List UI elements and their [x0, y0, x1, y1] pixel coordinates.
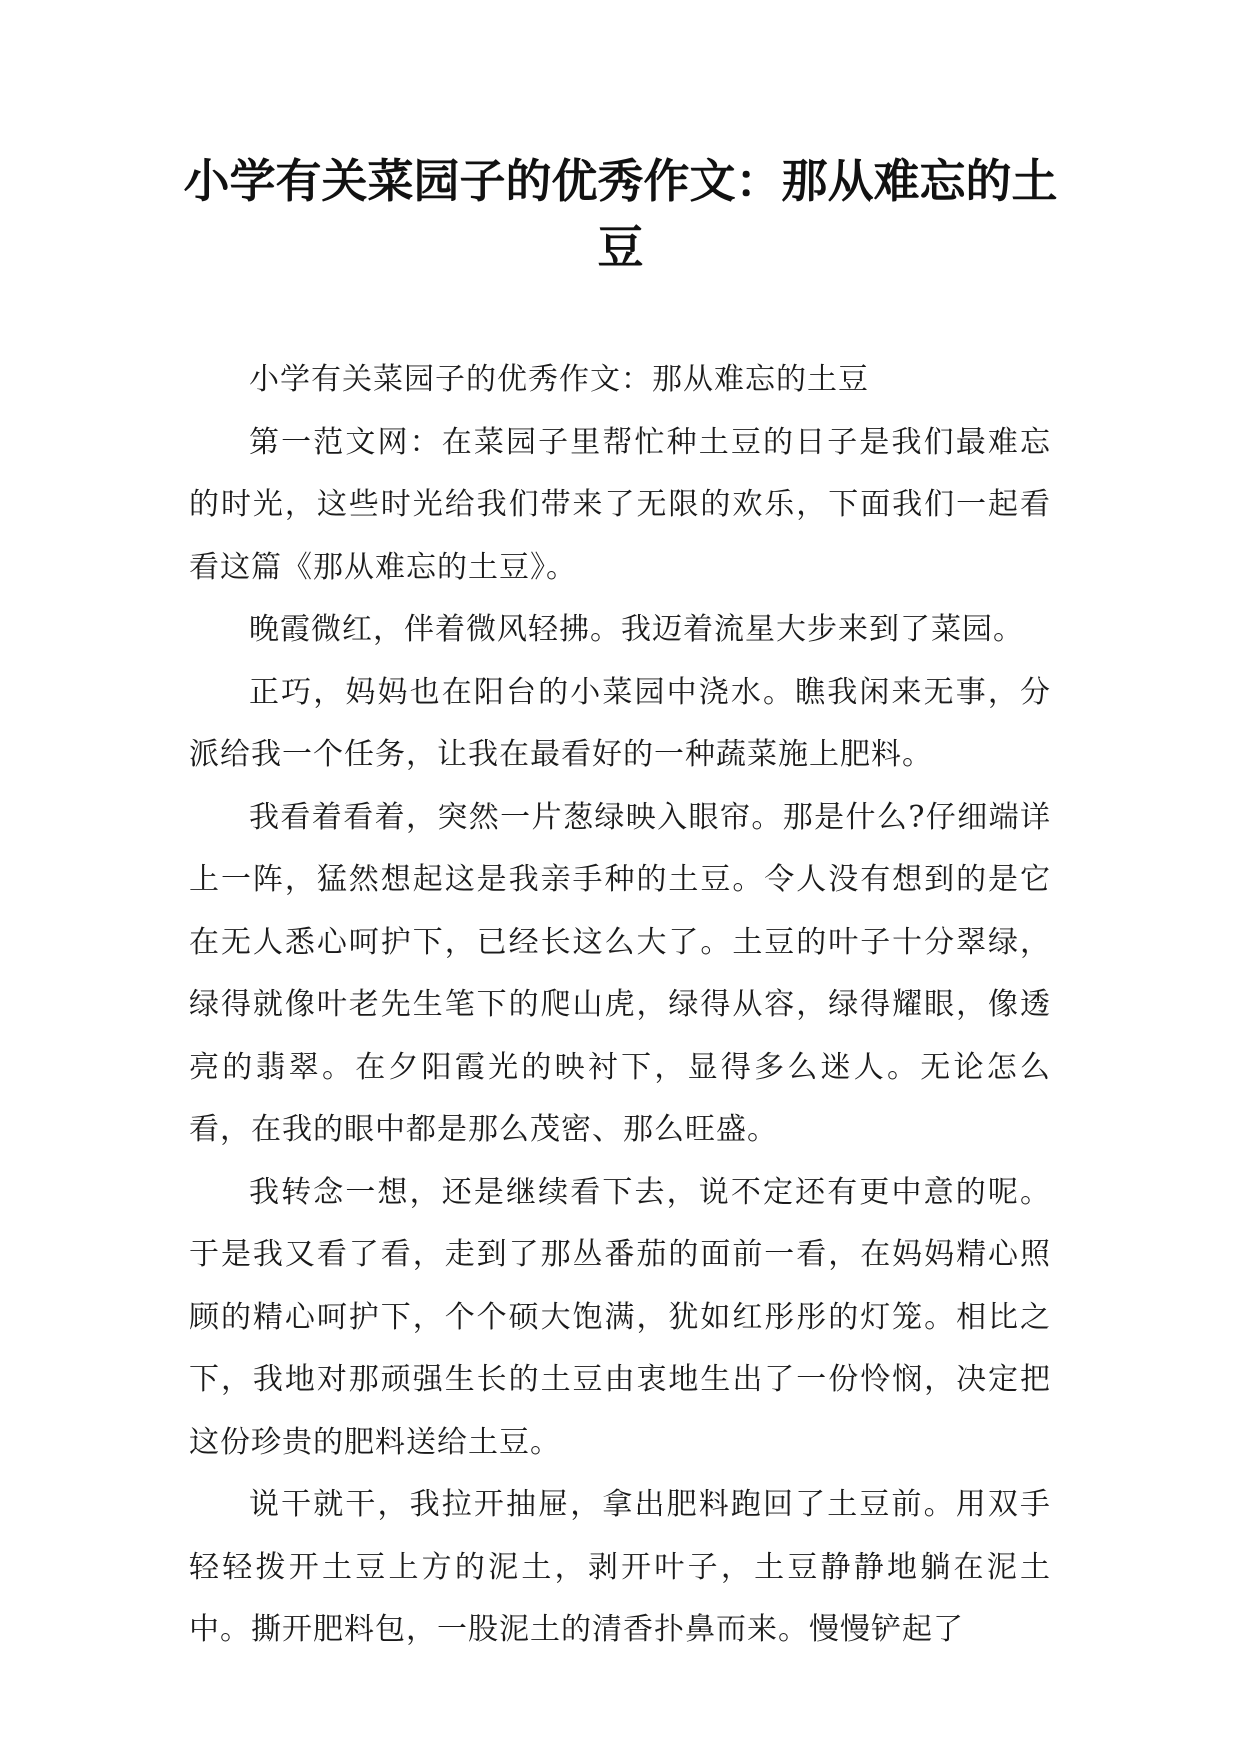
document-title: 小学有关菜园子的优秀作文：那从难忘的土豆	[183, 154, 1058, 274]
paragraph-intro: 第一范文网：在菜园子里帮忙种土豆的日子是我们最难忘的时光，这些时光给我们带来了无限的欢乐，下面我们一起看看这篇《那从难忘的土豆》。	[189, 424, 1051, 585]
paragraph-tomato-comparison: 我转念一想，还是继续看下去，说不定还有更中意的呢。于是我又看了看，走到了那丛番茄的面前一看，在妈妈精心照顾的精心呵护下，个个硕大饱满，犹如红彤彤的灯笼。相比之下，我地对那顽强生长的土豆由衷地生出了一份怜悯，决定把这份珍贵的肥料送给土豆。	[189, 1174, 1051, 1460]
paragraph-mother-task: 正巧，妈妈也在阳台的小菜园中浇水。瞧我闲来无事，分派给我一个任务，让我在最看好的一种蔬菜施上肥料。	[189, 674, 1051, 772]
document-body	[189, 349, 1051, 1662]
paragraph-heading-repeat: 小学有关菜园子的优秀作文：那从难忘的土豆	[249, 362, 869, 397]
paragraph-evening: 晚霞微红，伴着微风轻拂。我迈着流星大步来到了菜园。	[249, 612, 1024, 647]
paragraph-potato-discovery: 我看着看着，突然一片葱绿映入眼帘。那是什么?仔细端详上一阵，猛然想起这是我亲手种的土豆。令人没有想到的是它在无人悉心呵护下，已经长这么大了。土豆的叶子十分翠绿，绿得就像叶老先生笔下的爬山虎，绿得从容，绿得耀眼，像透亮的翡翠。在夕阳霞光的映衬下，显得多么迷人。无论怎么看，在我的眼中都是那么茂密、那么旺盛。	[189, 799, 1051, 1147]
paragraph-fertilizing: 说干就干，我拉开抽屉，拿出肥料跑回了土豆前。用双手轻轻拨开土豆上方的泥土，剥开叶子，土豆静静地躺在泥土中。撕开肥料包，一股泥土的清香扑鼻而来。慢慢铲起了	[189, 1487, 1051, 1647]
